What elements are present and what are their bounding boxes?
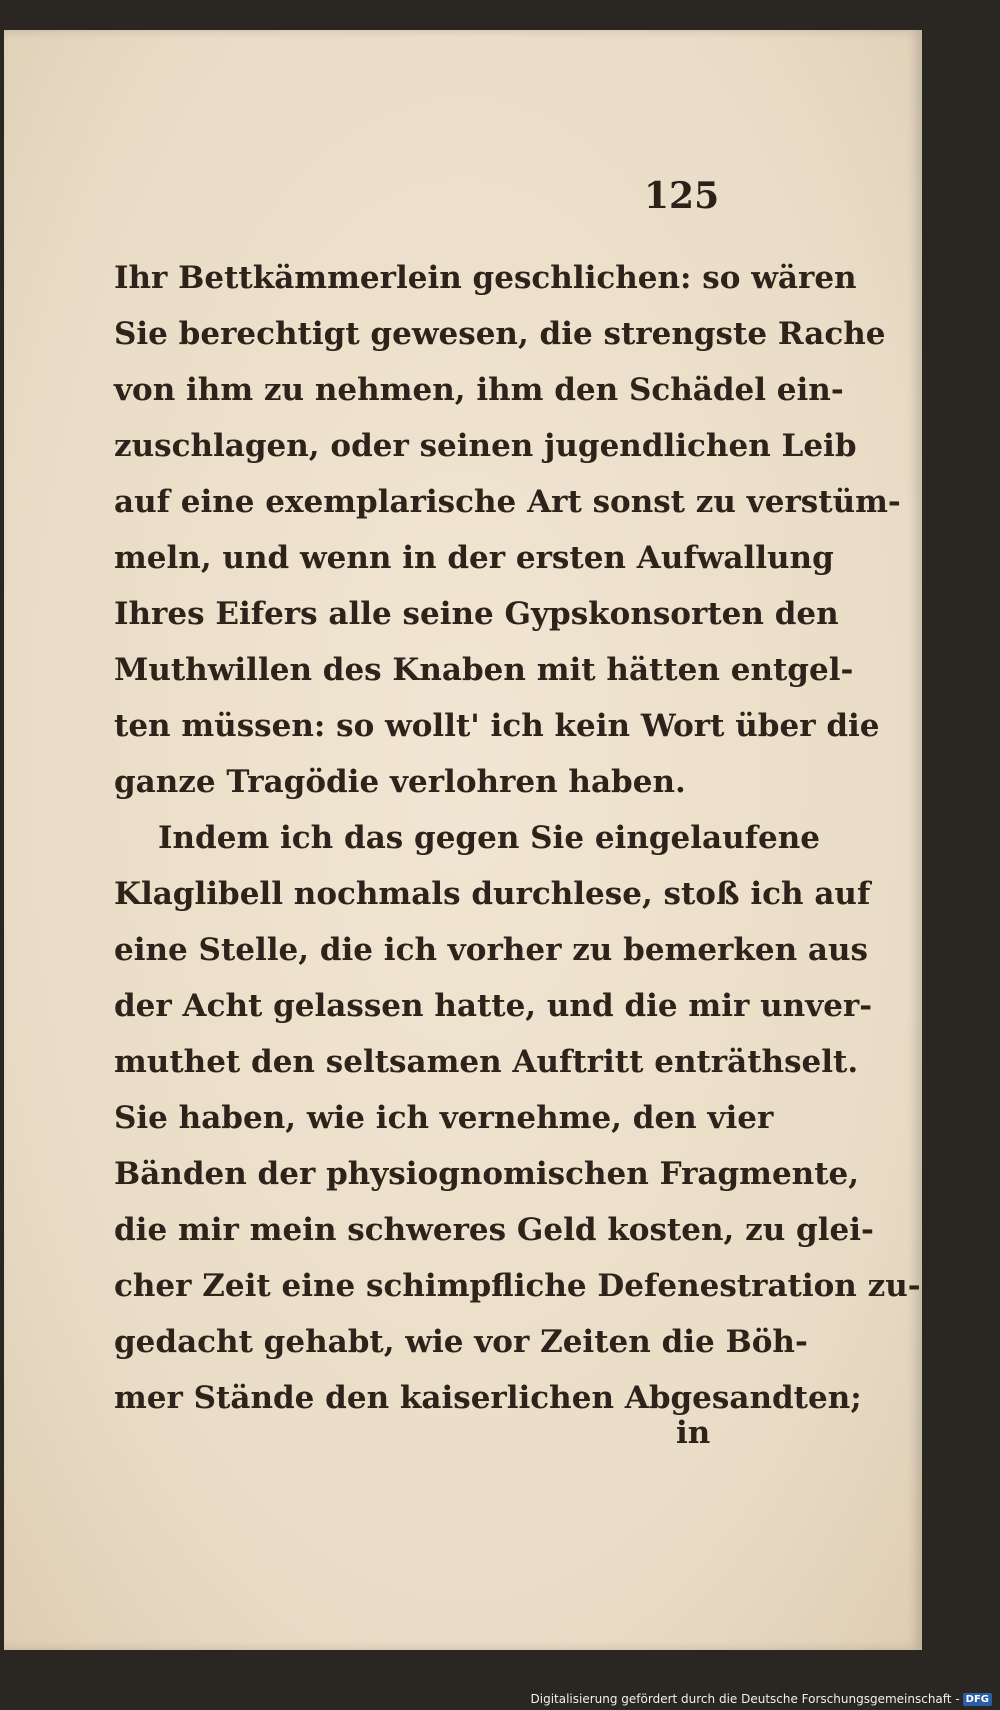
text-line: die mir mein schweres Geld kosten, zu glei- bbox=[114, 1212, 874, 1248]
text-line: Muthwillen des Knaben mit hätten entgel- bbox=[114, 652, 854, 688]
footer-credit: Digitalisierung gefördert durch die Deutsche Forschungsgemeinschaft - bbox=[530, 1692, 960, 1706]
text-line: zuschlagen, oder seinen jugendlichen Leib bbox=[114, 428, 857, 464]
dfg-logo-icon: DFG bbox=[963, 1693, 992, 1706]
catchword: in bbox=[676, 1415, 711, 1451]
text-line: von ihm zu nehmen, ihm den Schädel ein- bbox=[114, 372, 844, 408]
text-line: Indem ich das gegen Sie eingelaufene bbox=[158, 820, 820, 856]
text-line: ten müssen: so wollt' ich kein Wort über die bbox=[114, 708, 880, 744]
text-line: mer Stände den kaiserlichen Abgesandten; bbox=[114, 1380, 862, 1416]
text-line: Ihres Eifers alle seine Gypskonsorten den bbox=[114, 596, 839, 632]
text-line: Ihr Bettkämmerlein geschlichen: so wären bbox=[114, 260, 857, 296]
page-number: 125 bbox=[644, 175, 720, 217]
book-page bbox=[4, 30, 922, 1650]
text-line: eine Stelle, die ich vorher zu bemerken aus bbox=[114, 932, 869, 968]
text-line: auf eine exemplarische Art sonst zu verstüm- bbox=[114, 484, 901, 520]
text-line: cher Zeit eine schimpfliche Defenestration zu- bbox=[114, 1268, 921, 1304]
text-line: der Acht gelassen hatte, und die mir unver- bbox=[114, 988, 873, 1024]
text-line: meln, und wenn in der ersten Aufwallung bbox=[114, 540, 834, 576]
text-line: Sie berechtigt gewesen, die strengste Rache bbox=[114, 316, 886, 352]
text-line: gedacht gehabt, wie vor Zeiten die Böh- bbox=[114, 1324, 808, 1360]
text-line: Klaglibell nochmals durchlese, stoß ich auf bbox=[114, 876, 871, 912]
text-line: muthet den seltsamen Auftritt enträthselt. bbox=[114, 1044, 859, 1080]
text-line: ganze Tragödie verlohren haben. bbox=[114, 764, 686, 800]
text-line: Bänden der physiognomischen Fragmente, bbox=[114, 1156, 860, 1192]
body-text bbox=[114, 250, 921, 1426]
digitization-footer bbox=[531, 1692, 993, 1706]
text-line: Sie haben, wie ich vernehme, den vier bbox=[114, 1100, 774, 1136]
